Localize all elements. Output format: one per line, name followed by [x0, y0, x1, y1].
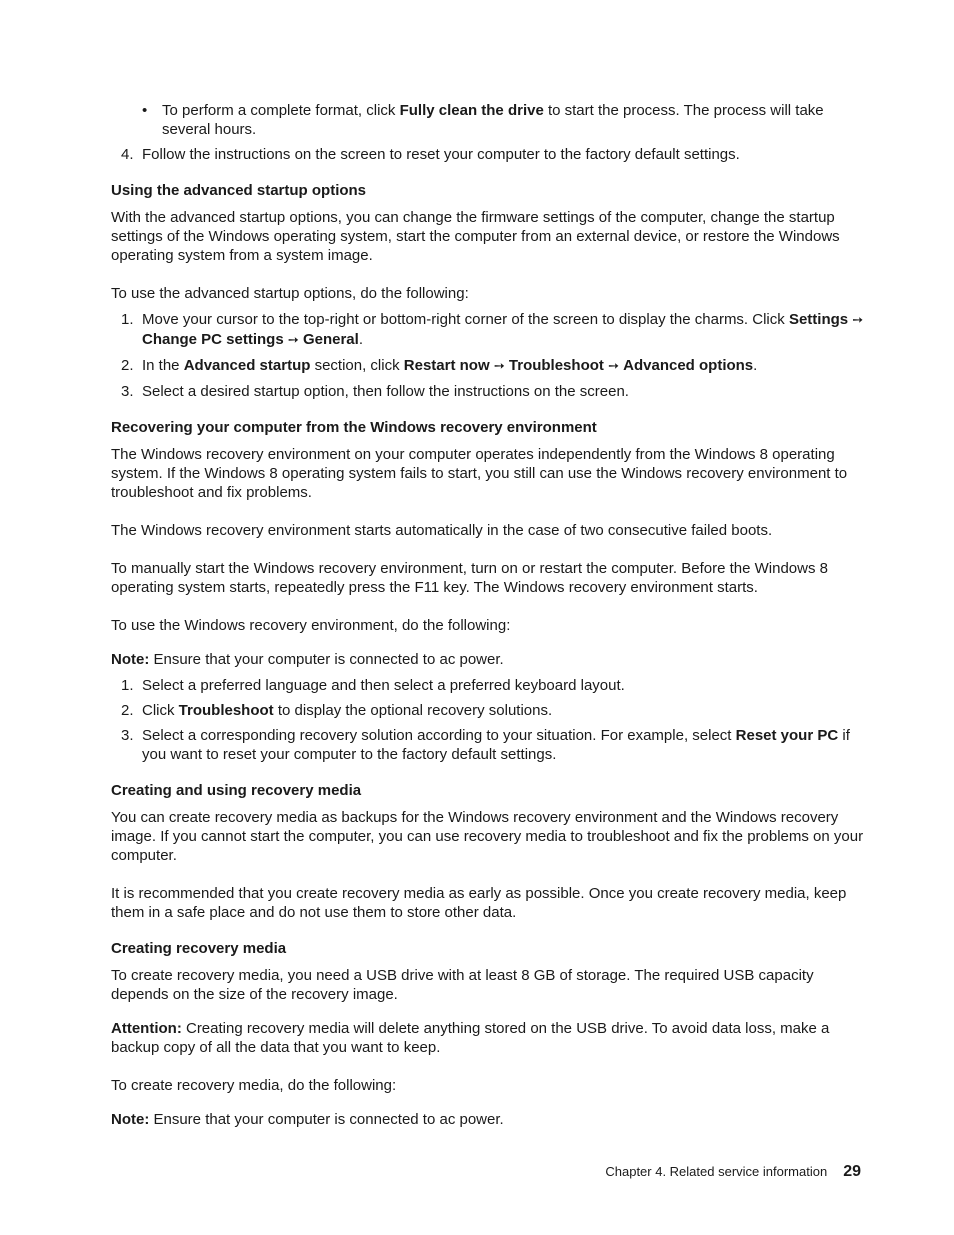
step-text: Move your cursor to the top-right or bottom-right corner of the screen to display the charms. Click — [142, 311, 789, 328]
paragraph: To manually start the Windows recovery environment, turn on or restart the computer. Before the Windows 8 operating system starts, repeatedly press the F11 key. The Windows recovery environment starts. — [111, 560, 828, 596]
advanced-startup-bold: Advanced startup — [183, 357, 311, 374]
note-text: Ensure that your computer is connected to ac power. — [149, 651, 504, 668]
step-number: 2. — [121, 357, 134, 374]
menu-path-restart-now: Restart now — [403, 357, 490, 374]
menu-path-settings: Settings — [788, 311, 849, 328]
step-item — [111, 310, 866, 350]
page-number: 29 — [843, 1163, 861, 1180]
step-text: to display the optional recovery solutions. — [273, 702, 553, 719]
bullet-text-post: to start the process. The process will take several hours. — [162, 102, 824, 138]
bullet-text-pre: To perform a complete format, click — [162, 102, 400, 119]
paragraph: With the advanced startup options, you can change the firmware settings of the computer, change the startup settings of the Windows operating system, start the computer from an external device, or restore the Windows operating system from a system image. — [111, 209, 840, 264]
note-label: Note: — [111, 651, 150, 668]
step-text: Select a desired startup option, then follow the instructions on the screen. — [142, 383, 629, 400]
period: . — [358, 331, 363, 348]
note-text: Ensure that your computer is connected to ac power. — [149, 1111, 504, 1128]
step-number: 2. — [121, 702, 134, 719]
step-text: section, click — [310, 357, 404, 374]
bullet-bold: Fully clean the drive — [399, 102, 544, 119]
troubleshoot-bold: Troubleshoot — [178, 702, 274, 719]
bullet-marker: • — [142, 102, 148, 119]
paragraph: The Windows recovery environment starts automatically in the case of two consecutive failed boots. — [111, 522, 773, 539]
paragraph: To use the Windows recovery environment, do the following: — [111, 617, 511, 634]
paragraph: To create recovery media, do the following: — [111, 1077, 397, 1094]
menu-path-troubleshoot: Troubleshoot — [508, 357, 604, 374]
footer-chapter: Chapter 4. Related service information — [605, 1164, 828, 1179]
menu-path-advanced-options: Advanced options — [623, 357, 754, 374]
step-number: 4. — [121, 146, 134, 163]
step-item — [111, 145, 866, 164]
paragraph: To create recovery media, you need a USB drive with at least 8 GB of storage. The required USB capacity depends on the size of the recovery image. — [111, 967, 814, 1003]
step-item — [111, 726, 866, 764]
page-footer — [605, 1163, 861, 1181]
note — [111, 650, 866, 669]
step-number: 1. — [121, 311, 134, 328]
attention-text: Creating recovery media will delete anything stored on the USB drive. To avoid data loss, make a backup copy of all the data that you want to keep. — [111, 1020, 830, 1056]
arrow-icon: ➙ — [493, 359, 505, 374]
step-text: Click — [142, 702, 179, 719]
note-label: Note: — [111, 1111, 150, 1128]
step-text: Select a preferred language and then select a preferred keyboard layout. — [142, 677, 625, 694]
paragraph: To use the advanced startup options, do the following: — [111, 285, 469, 302]
section-heading-recovery-environment: Recovering your computer from the Windows recovery environment — [111, 419, 597, 436]
bullet-item — [111, 101, 866, 139]
paragraph: The Windows recovery environment on your computer operates independently from the Windows 8 operating system. If the Windows 8 operating system fails to start, you still can use the Windows recovery environment to troubleshoot and fix problems. — [111, 446, 848, 501]
arrow-icon: ➙ — [608, 359, 619, 374]
step-number: 3. — [121, 727, 134, 744]
section-heading-creating-recovery-media: Creating recovery media — [111, 940, 287, 957]
section-heading-advanced: Using the advanced startup options — [111, 182, 367, 199]
step-item — [111, 701, 866, 720]
reset-your-pc-bold: Reset your PC — [735, 727, 839, 744]
step-text: Follow the instructions on the screen to reset your computer to the factory default settings. — [142, 146, 740, 163]
step-item — [111, 676, 866, 695]
step-text: Select a corresponding recovery solution according to your situation. For example, select — [142, 727, 736, 744]
period: . — [753, 357, 758, 374]
arrow-icon: ➙ — [287, 333, 299, 348]
paragraph: You can create recovery media as backups for the Windows recovery environment and the Windows recovery image. If you cannot start the computer, you can use recovery media to troubleshoot and fix the problems on your computer. — [111, 809, 864, 864]
attention — [111, 1019, 866, 1057]
menu-path-general: General — [302, 331, 359, 348]
note — [111, 1110, 866, 1129]
menu-path-change-pc-settings: Change PC settings — [142, 331, 284, 348]
page-content — [111, 101, 866, 1136]
step-number: 1. — [121, 677, 134, 694]
step-text: In the — [142, 357, 184, 374]
step-item — [111, 382, 866, 401]
attention-label: Attention: — [111, 1020, 182, 1037]
step-item — [111, 356, 866, 376]
section-heading-recovery-media: Creating and using recovery media — [111, 782, 362, 799]
arrow-icon: ➙ — [852, 313, 864, 328]
step-text: if you want to reset your computer to the factory default settings. — [142, 727, 850, 763]
paragraph: It is recommended that you create recovery media as early as possible. Once you create recovery media, keep them in a safe place and do not use them to store other data. — [111, 885, 847, 921]
step-number: 3. — [121, 383, 134, 400]
